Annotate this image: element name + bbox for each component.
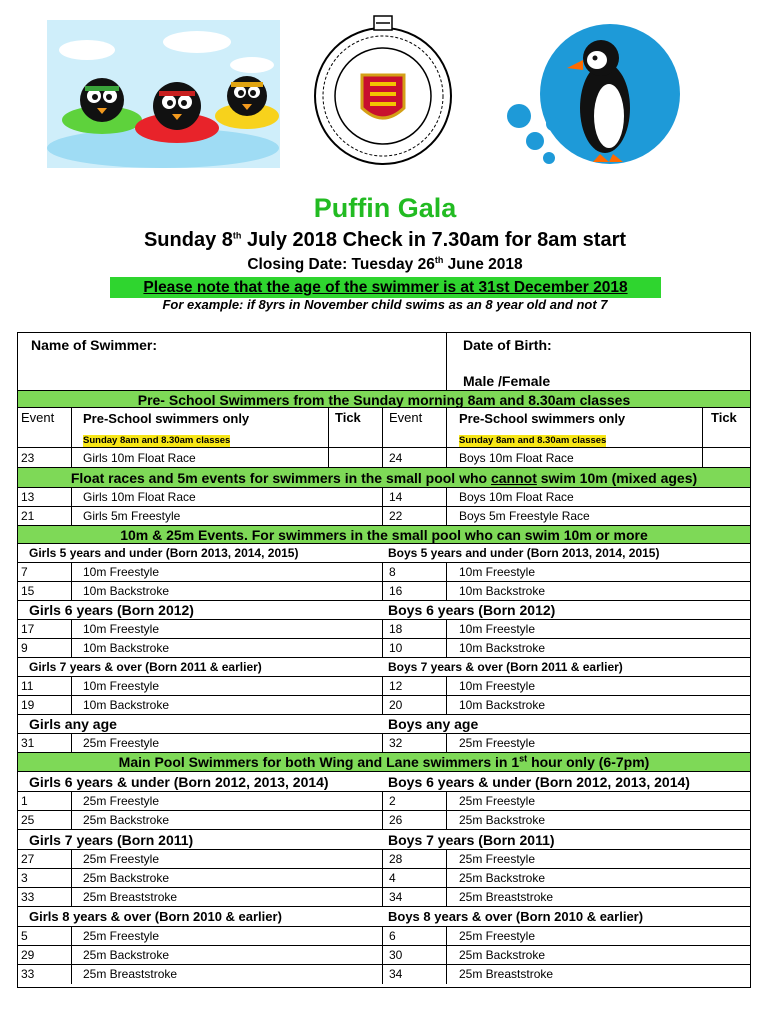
event-name: 25m Backstroke xyxy=(71,811,382,830)
table-row xyxy=(18,945,750,965)
event-number: 11 xyxy=(21,679,34,693)
event-number: 21 xyxy=(21,509,35,523)
event-name: 25m Backstroke xyxy=(446,946,750,965)
event-name: 25m Breaststroke xyxy=(71,965,382,984)
event-name: 25m Freestyle xyxy=(71,792,382,811)
preschool-boys-header: Pre-School swimmers only Sunday 8am and 8.30am classes xyxy=(446,408,702,448)
event-number: 2 xyxy=(382,792,446,811)
event-number: 25 xyxy=(21,813,35,827)
girls-age-group: Girls 8 years & over (Born 2010 & earlier) xyxy=(29,909,282,924)
event-number: 1 xyxy=(21,794,28,808)
age-group-header xyxy=(18,771,750,792)
girls-age-group: Girls 7 years & over (Born 2011 & earlier) xyxy=(29,660,262,674)
preschool-girls-header: Pre-School swimmers only Sunday 8am and 8.30am classes xyxy=(71,408,328,448)
header-images xyxy=(0,8,770,188)
boys-age-group: Boys 8 years & over (Born 2010 & earlier) xyxy=(388,909,644,924)
event-name: 25m Breaststroke xyxy=(446,965,750,984)
table-row xyxy=(18,487,750,507)
event-number: 34 xyxy=(382,965,446,984)
tick-column-header: Tick xyxy=(328,408,382,448)
event-name: 10m Freestyle xyxy=(71,677,382,696)
event-name: Boys 5m Freestyle Race xyxy=(446,507,750,526)
event-number: 15 xyxy=(21,584,35,598)
preschool-banner: Pre- School Swimmers from the Sunday morning 8am and 8.30am classes xyxy=(18,390,750,408)
event-name: 25m Backstroke xyxy=(446,869,750,888)
age-group-header xyxy=(18,714,750,734)
event-number: 14 xyxy=(382,488,446,507)
closing-date: Closing Date: Tuesday 26th June 2018 xyxy=(247,254,523,273)
event-name: 25m Freestyle xyxy=(446,927,750,946)
event-name: 25m Freestyle xyxy=(71,734,382,753)
boys-age-group: Boys 5 years and under (Born 2013, 2014, 2015) xyxy=(388,546,660,560)
event-name: 10m Freestyle xyxy=(71,620,382,639)
event-name: 10m Backstroke xyxy=(446,582,750,601)
tick-column-header-right: Tick xyxy=(702,408,750,448)
event-number: 20 xyxy=(382,696,446,715)
event-name: 10m Freestyle xyxy=(446,563,750,582)
event-number: 27 xyxy=(21,852,35,866)
event-number: 4 xyxy=(382,869,446,888)
event-number: 28 xyxy=(382,850,446,869)
boys-age-group: Boys 6 years (Born 2012) xyxy=(388,602,556,618)
event-name: 25m Backstroke xyxy=(71,946,382,965)
gender-field[interactable]: Male /Female xyxy=(463,373,551,389)
table-row xyxy=(18,849,750,869)
table-row xyxy=(18,868,750,888)
event-number: 29 xyxy=(21,948,35,962)
small-pool-banner: 10m & 25m Events. For swimmers in the small pool who can swim 10m or more xyxy=(18,525,750,544)
event-name: Girls 5m Freestyle xyxy=(71,507,382,526)
preschool-header-row xyxy=(18,407,750,448)
event-number: 7 xyxy=(21,565,28,579)
event-name: 10m Backstroke xyxy=(446,696,750,715)
table-row xyxy=(18,562,750,582)
date-of-birth-field[interactable]: Date of Birth: Male /Female xyxy=(446,333,750,390)
boys-age-group: Boys any age xyxy=(388,716,479,732)
event-name: 10m Freestyle xyxy=(71,563,382,582)
event-name: 25m Breaststroke xyxy=(71,888,382,907)
event-name: 25m Freestyle xyxy=(71,850,382,869)
event-column-header: Event xyxy=(21,410,55,425)
event-number: 6 xyxy=(382,927,446,946)
event-number: 9 xyxy=(21,641,28,655)
club-crest-logo xyxy=(302,10,464,178)
table-row xyxy=(18,695,750,715)
event-name: Girls 10m Float Race xyxy=(71,488,382,507)
event-number: 33 xyxy=(21,890,35,904)
event-number: 34 xyxy=(382,888,446,907)
table-row xyxy=(18,926,750,946)
event-name: 25m Backstroke xyxy=(446,811,750,830)
event-column-header-right: Event xyxy=(382,408,446,448)
event-name: 10m Backstroke xyxy=(71,582,382,601)
page-title: Puffin Gala xyxy=(313,193,457,223)
age-group-header xyxy=(18,543,750,563)
event-number: 16 xyxy=(382,582,446,601)
event-number: 17 xyxy=(21,622,35,636)
tick-box[interactable] xyxy=(702,448,750,468)
name-of-swimmer-field[interactable]: Name of Swimmer: xyxy=(31,337,158,353)
event-number: 10 xyxy=(382,639,446,658)
boys-age-group: Boys 6 years & under (Born 2012, 2013, 2014) xyxy=(388,774,690,790)
event-number: 18 xyxy=(382,620,446,639)
age-note: Please note that the age of the swimmer is at 31st December 2018 xyxy=(110,277,661,298)
puffin-illustration xyxy=(505,16,685,181)
event-number: 3 xyxy=(21,871,28,885)
table-row xyxy=(18,887,750,907)
table-row xyxy=(18,638,750,658)
event-number: 12 xyxy=(382,677,446,696)
event-name: Boys 10m Float Race xyxy=(446,488,750,507)
event-number: 30 xyxy=(382,946,446,965)
girls-age-group: Girls any age xyxy=(29,716,117,732)
table-row xyxy=(18,964,750,984)
table-row xyxy=(18,791,750,811)
event-number: 19 xyxy=(21,698,35,712)
event-name: 25m Freestyle xyxy=(446,734,750,753)
event-name: 25m Freestyle xyxy=(446,850,750,869)
event-number: 8 xyxy=(382,563,446,582)
age-group-header xyxy=(18,906,750,927)
girls-age-group: Girls 7 years (Born 2011) xyxy=(29,832,194,848)
girls-age-group: Girls 6 years (Born 2012) xyxy=(29,602,194,618)
girls-age-group: Girls 5 years and under (Born 2013, 2014, 2015) xyxy=(29,546,299,560)
event-name: 10m Freestyle xyxy=(446,677,750,696)
event-name: 10m Backstroke xyxy=(446,639,750,658)
girls-age-group: Girls 6 years & under (Born 2012, 2013, 2014) xyxy=(29,774,329,790)
event-name: 25m Freestyle xyxy=(71,927,382,946)
event-date-line: Sunday 8th July 2018 Check in 7.30am for 8am start xyxy=(143,229,627,251)
age-group-header xyxy=(18,829,750,850)
event-name: 25m Backstroke xyxy=(71,869,382,888)
age-example: For example: if 8yrs in November child swims as an 8 year old and not 7 xyxy=(162,297,608,312)
main-pool-banner: Main Pool Swimmers for both Wing and Lane swimmers in 1st hour only (6-7pm) xyxy=(18,752,750,772)
table-row xyxy=(18,619,750,639)
event-number: 22 xyxy=(382,507,446,526)
event-number: 33 xyxy=(21,967,35,981)
table-row xyxy=(18,810,750,830)
table-row: 23 Girls 10m Float Race 24 Boys 10m Float Race xyxy=(18,447,750,468)
boys-age-group: Boys 7 years (Born 2011) xyxy=(388,832,555,848)
event-number: 5 xyxy=(21,929,28,943)
age-group-header xyxy=(18,600,750,620)
entry-form xyxy=(17,332,751,988)
event-number: 31 xyxy=(21,736,35,750)
tick-box[interactable] xyxy=(328,448,382,468)
event-name: 10m Backstroke xyxy=(71,696,382,715)
event-name: 25m Breaststroke xyxy=(446,888,750,907)
event-name: 10m Freestyle xyxy=(446,620,750,639)
event-name: 10m Backstroke xyxy=(71,639,382,658)
float-races-banner: Float races and 5m events for swimmers in the small pool who cannot swim 10m (mixed ages) xyxy=(18,467,750,488)
event-number: 13 xyxy=(21,490,35,504)
event-name: 25m Freestyle xyxy=(446,792,750,811)
penguins-illustration xyxy=(47,20,280,168)
swimmer-details-row xyxy=(18,333,750,390)
table-row xyxy=(18,581,750,601)
event-number: 26 xyxy=(382,811,446,830)
table-row xyxy=(18,733,750,753)
table-row xyxy=(18,506,750,526)
boys-age-group: Boys 7 years & over (Born 2011 & earlier) xyxy=(388,660,623,674)
event-number: 32 xyxy=(382,734,446,753)
table-row xyxy=(18,676,750,696)
age-group-header xyxy=(18,657,750,677)
